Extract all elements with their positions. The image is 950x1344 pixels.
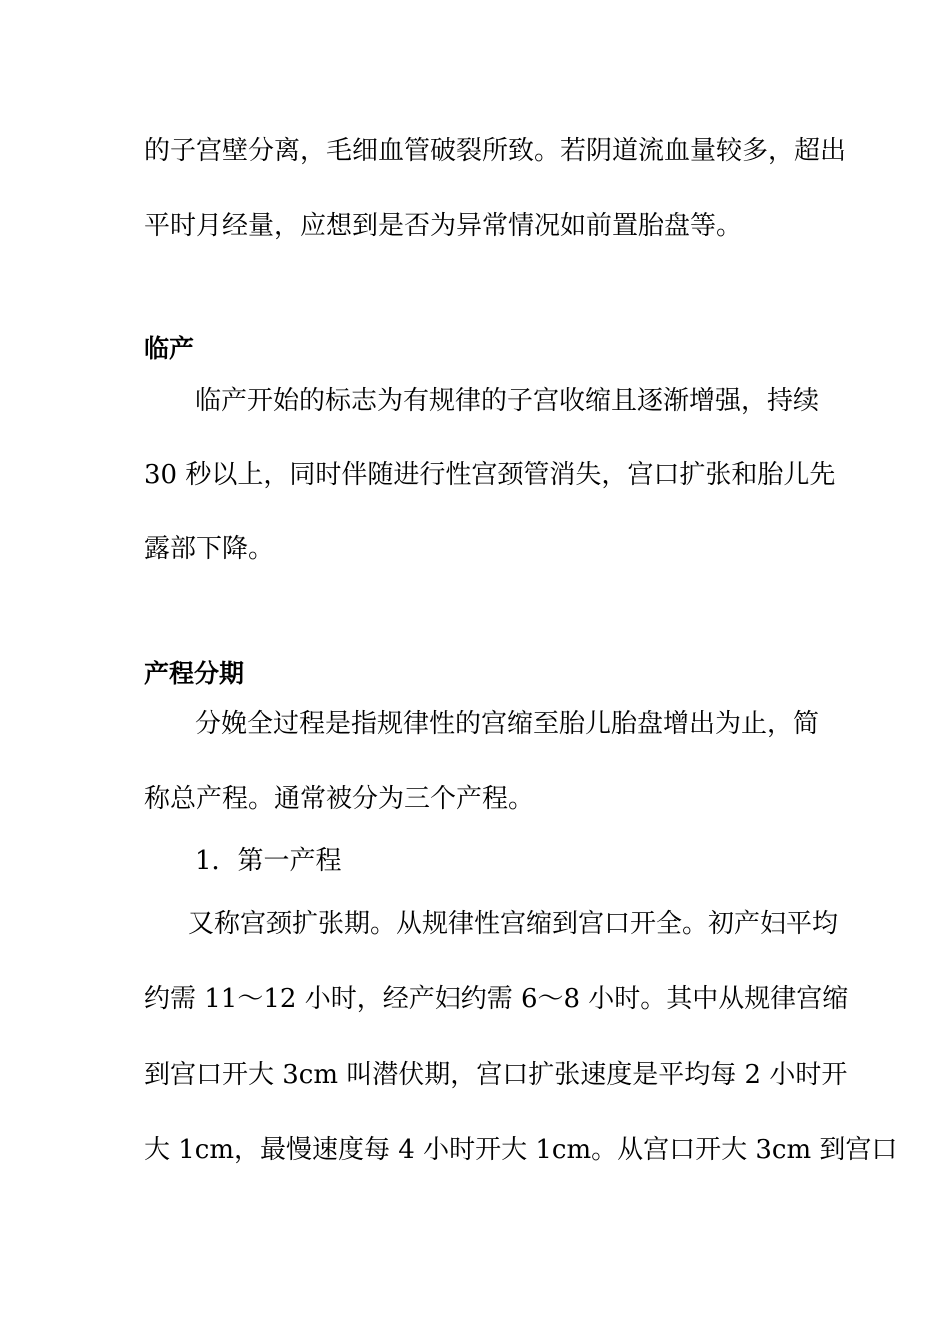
paragraph-line: 30 秒以上，同时伴随进行性宫颈管消失，宫口扩张和胎儿先 <box>144 460 836 490</box>
paragraph-line: 到宫口开大 3cm 叫潜伏期，宫口扩张速度是平均每 2 小时开 <box>144 1060 848 1090</box>
paragraph-line: 又称宫颈扩张期。从规律性宫缩到宫口开全。初产妇平均 <box>188 909 839 939</box>
paragraph-line: 约需 11～12 小时，经产妇约需 6～8 小时。其中从规律宫缩 <box>144 984 849 1014</box>
paragraph-line: 大 1cm，最慢速度每 4 小时开大 1cm。从宫口开大 3cm 到宫口 <box>144 1135 898 1165</box>
paragraph-line: 的子宫壁分离，毛细血管破裂所致。若阴道流血量较多，超出 <box>144 136 847 166</box>
paragraph-line: 分娩全过程是指规律性的宫缩至胎儿胎盘增出为止，简 <box>195 709 820 739</box>
paragraph-line: 露部下降。 <box>144 534 275 564</box>
paragraph-line: 临产开始的标志为有规律的子宫收缩且逐渐增强，持续 <box>195 386 820 416</box>
section-heading-labor: 临产 <box>144 334 195 363</box>
section-heading-stages: 产程分期 <box>144 659 245 688</box>
stage-title: 1．第一产程 <box>195 846 342 876</box>
paragraph-line: 称总产程。通常被分为三个产程。 <box>144 784 535 814</box>
paragraph-line: 平时月经量，应想到是否为异常情况如前置胎盘等。 <box>144 211 743 241</box>
